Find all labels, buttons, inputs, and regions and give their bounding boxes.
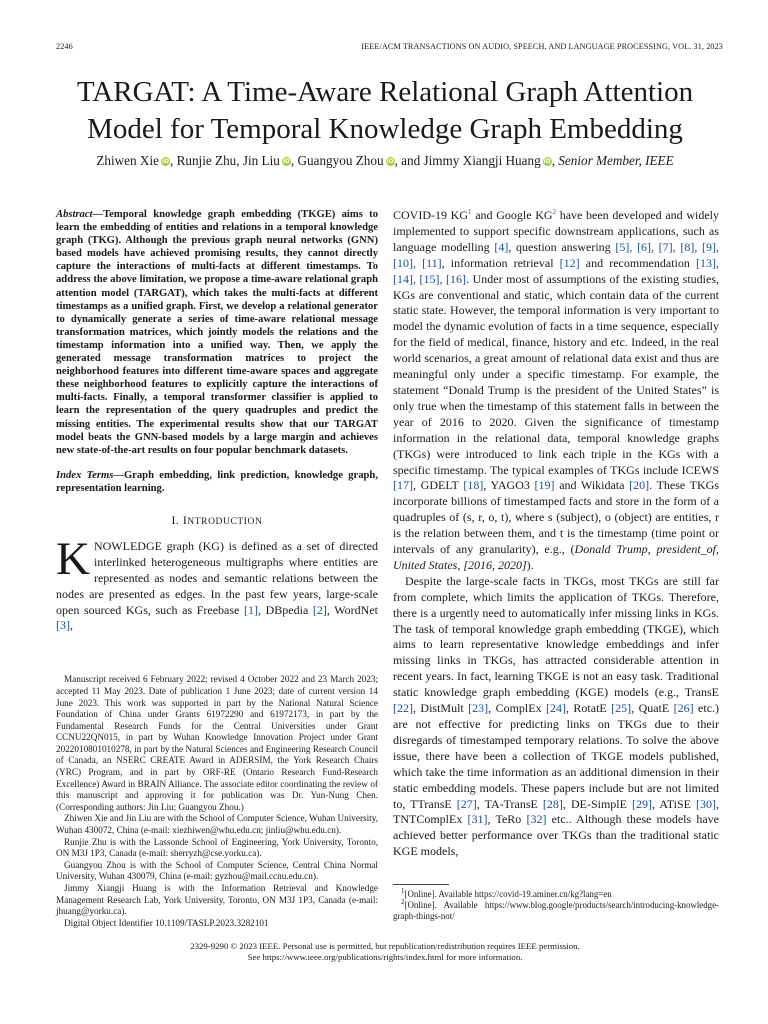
citation-link[interactable]: [19] bbox=[534, 478, 555, 493]
citation-link[interactable]: [20] bbox=[629, 478, 650, 493]
affiliation-note: Jimmy Xiangji Huang is with the Information Retrieval and Knowledge Management Research Lab, York University, Toronto, ON M3J 1P3, Canada (e-mail: jhuang@yorku.ca). bbox=[56, 883, 378, 917]
author-name: , Guangyou Zhou bbox=[290, 153, 384, 168]
footnote-marker[interactable]: 2 bbox=[552, 208, 557, 216]
author-name: , Runjie Zhu, Jin Liu bbox=[169, 153, 280, 168]
citation-link[interactable]: [17] bbox=[393, 478, 413, 493]
citation-link[interactable]: [26] bbox=[673, 701, 694, 716]
journal-header: IEEE/ACM TRANSACTIONS ON AUDIO, SPEECH, AND LANGUAGE PROCESSING, VOL. 31, 2023 bbox=[361, 42, 723, 51]
citation-link[interactable]: [12] bbox=[559, 255, 580, 270]
affiliation-note: Zhiwen Xie and Jin Liu are with the School of Computer Science, Wuhan University, Wuhan 430072, China (e-mail: xiezhiwen@whu.edu.cn; jinliu@whu.edu.cn). bbox=[56, 813, 378, 836]
index-terms bbox=[56, 469, 378, 495]
citation-link[interactable]: [29] bbox=[632, 796, 652, 811]
page-number: 2246 bbox=[56, 42, 73, 51]
affiliation-note: Runjie Zhu is with the Lassonde School of Engineering, York University, Toronto, ON M3J 1P3, Canada (e-mail: sherryzh@cse.yorku.ca). bbox=[56, 836, 378, 859]
footnote-marker[interactable]: 1 bbox=[468, 208, 472, 216]
citation-link[interactable]: [3] bbox=[56, 618, 70, 633]
footnote: $^1$[Online]. Available https://covid-19.aminer.cn/kg?lang=en bbox=[401, 887, 612, 900]
orcid-icon[interactable]: iD bbox=[282, 158, 290, 165]
abstract-text: —Temporal knowledge graph embedding (TKGE) aims to learn the embedding of entities and relations in a temporal knowledge graph (TKG). Although the previous graph neural networks (GNN) based models have achieved promising results, they cannot directly capture the interactions of multi-facts at different timestamps. To address the above limitation, we propose a time-aware relational graph attention model (TARGAT), which takes the multi-facts at different timestamps as a unified graph. First, we develop a relational generator to dynamically generate a series of time-aware relational message transformation matrices, which jointly models the relations and the timestamp information into a unified way. Then, we apply the generated message transformation matrices to project the neighborhood features into different time-aware spaces and aggregate these neighborhood features to explicitly capture the interactions of multi-facts. Finally, a temporal transformer classifier is applied to learn the representation of the query quadruples and predict the missing entities. The experimental results show that our TARGAT model beats the GNN-based models by a large margin and achieves new state-of-the-art results on four popular benchmark datasets. bbox=[56, 209, 378, 456]
example-quadruple: Donald Trump, president_of, United States, [2016, 2020] bbox=[393, 542, 719, 572]
orcid-icon[interactable]: iD bbox=[543, 158, 551, 165]
section-heading: I. INTRODUCTION bbox=[171, 512, 263, 527]
abstract-label: Abstract bbox=[56, 209, 93, 220]
copyright-footer bbox=[40, 941, 730, 963]
author-membership: , Senior Member, IEEE bbox=[551, 153, 674, 168]
paper-title: TARGAT: A Time-Aware Relational Graph Attention Model for Temporal Knowledge Graph Embedding bbox=[76, 76, 694, 145]
index-terms-label: Index Terms bbox=[56, 469, 114, 481]
left-column bbox=[56, 208, 378, 929]
citation-link[interactable]: [30] bbox=[696, 796, 717, 811]
abstract bbox=[56, 208, 378, 457]
citation-link[interactable]: [31] bbox=[467, 812, 488, 827]
funding-note: Manuscript received 6 February 2022; revised 4 October 2022 and 23 March 2023; accepted 11 May 2023. Date of publication 1 June 2023; date of current version 14 June 2023. This work was supported in part by the National Natural Science Foundation of China under Grants 61972290 and 61972173, in part by the Fundamental Research Funds for the Central Universities under Grant CCNU22QN015, in part by Wuhan Knowledge Innovation Project under Grant 2022010801010278, in part by the Natural Sciences and Engineering Research Council of Canada, an NSERC CREATE Award in ADERSIM, the York Research Chairs (YRC) Program, and in part by ORF-RE (Ontario Research Fund-Research Excellence) Award in BRAIN Alliance. The associate editor coordinating the review of this manuscript and approving it for publication was Dr. Yun-Nung Chen. (Corresponding authors: Jin Liu; Guangyou Zhou.) bbox=[56, 674, 378, 812]
citation-link[interactable]: [22] bbox=[393, 701, 413, 716]
footnotes bbox=[393, 884, 719, 922]
citation-link[interactable]: [4] bbox=[494, 239, 509, 254]
rights-line: See https://www.ieee.org/publications/rights/index.html for more information. bbox=[247, 952, 523, 962]
doi-note: Digital Object Identifier 10.1109/TASLP.2023.3282101 bbox=[64, 917, 269, 928]
citation-link[interactable]: [25] bbox=[611, 701, 632, 716]
intro-paragraph: KNOWLEDGE graph (KG) is defined as a set of directed interlinked heterogeneous multigraphs where entities are represented as nodes and semantic relations between the nodes are presented as edges. In the past few years, large-scale open sourced KGs, such as Freebase [1], DBpedia [2], WordNet [3], bbox=[56, 532, 378, 633]
citation-link[interactable]: [24] bbox=[546, 701, 566, 716]
footnote: $^2$[Online]. Available https://www.blog.google/products/search/introducing-knowledge-graph-things-not/ bbox=[393, 898, 719, 922]
author-name: Zhiwen Xie bbox=[96, 153, 159, 168]
footnote-rule bbox=[393, 884, 449, 885]
citation-link[interactable]: [28] bbox=[542, 796, 563, 811]
author-name: , and Jimmy Xiangji Huang bbox=[394, 153, 541, 168]
copyright-line: 2329-9290 © 2023 IEEE. Personal use is permitted, but republication/redistribution requires IEEE permission. bbox=[190, 941, 580, 951]
body-paragraph: COVID-19 $KG^1$ and Google $KG^2$ have been developed and widely implemented to support specific downstream applications, such as language modelling [4], question answering [5], [6], [7], [8], [9], [10], [11], information retrieval [12] and recommendation [13], [14], [15], [16]. Under most of assumptions of the existing studies, KGs are conventional and static, which contain data of the current static state. However, the temporal information is very important to model the dynamic evolution of facts in a time sequence, especially for the field of medical, finance, history and etc. Indeed, in the real world scenarios, a great amount of relational data exist and thus are meaningful only under a specific timestamp. For example, the statement “Donald Trump is the president of the United States” is only true when the timestamp of this statement falls in between the year of 2016 to 2020. Given the significance of timestamp information in the relational data, temporal knowledge graphs (TKGs) were introduced to link each triple in the KGs with a specific timestamp. The typical examples of TKGs include ICEWS [17], GDELT [18], YAGO3 [19] and Wikidata [20]. These TKGs incorporate billions of timestamped facts and store in the form of a quadruples of (s, r, o, t), where s (subject), o (object) are entities, r is the relation between them, and t is the timestamp (time point or intervals of any granularity), e.g., (Donald Trump, president_of, United States, [2016, 2020]). bbox=[393, 208, 720, 572]
manuscript-notes bbox=[56, 674, 378, 929]
orcid-icon[interactable]: iD bbox=[386, 158, 394, 165]
body-paragraph: Despite the large-scale facts in TKGs, most TKGs are still far from complete, which limits the application of TKGs. Therefore, there is a urgently need to automatically infer missing links in KGs. The task of temporal knowledge graph embedding (TKGE), which aims to learn representative knowledge embeddings and infer missing links in TKGs, has attracted considerable attention in recent years. In fact, learning TKGE is not an easy task. Traditional static knowledge graph embedding (KGE) models (e.g., TransE [22], DistMult [23], ComplEx [24], RotatE [25], QuatE [26] etc.) are not effective for predicting links on TKGs due to their disregards of timestamped temporary relations. To solve the above issue, there have been a collection of TKGE models published, which take the time information as an additional dimension in their static embedding models. These papers include but are not limited to, TTransE [27], TA-TransE [28], DE-SimplE [29], ATiSE [30], TNTComplEx [31], TeRo [32] etc.. Although these models have achieved better performance over TKGs than the traditional static KGE models, bbox=[393, 573, 720, 859]
citation-link[interactable]: [23] bbox=[468, 701, 489, 716]
right-column bbox=[393, 208, 719, 922]
drop-cap: K bbox=[56, 532, 90, 585]
citation-link[interactable]: [27] bbox=[456, 796, 477, 811]
citation-link[interactable]: [1] bbox=[244, 602, 258, 617]
citation-link[interactable]: [2] bbox=[312, 602, 327, 617]
citation-link[interactable]: [13], [14], [15], [16] bbox=[393, 255, 719, 286]
citation-link[interactable]: [32] bbox=[526, 812, 547, 827]
citation-link[interactable]: [5], [6], [7], [8], [9], [10], [11] bbox=[393, 239, 719, 270]
orcid-icon[interactable]: iD bbox=[161, 158, 169, 165]
index-terms-text: —Graph embedding, link prediction, knowledge graph, representation learning. bbox=[56, 469, 378, 494]
affiliation-note: Guangyou Zhou is with the School of Computer Science, Central China Normal University, Wuhan 430079, China (e-mail: gyzhou@mail.ccnu.edu.cn). bbox=[56, 859, 378, 882]
citation-link[interactable]: [18] bbox=[463, 478, 484, 493]
author-list bbox=[40, 152, 730, 170]
